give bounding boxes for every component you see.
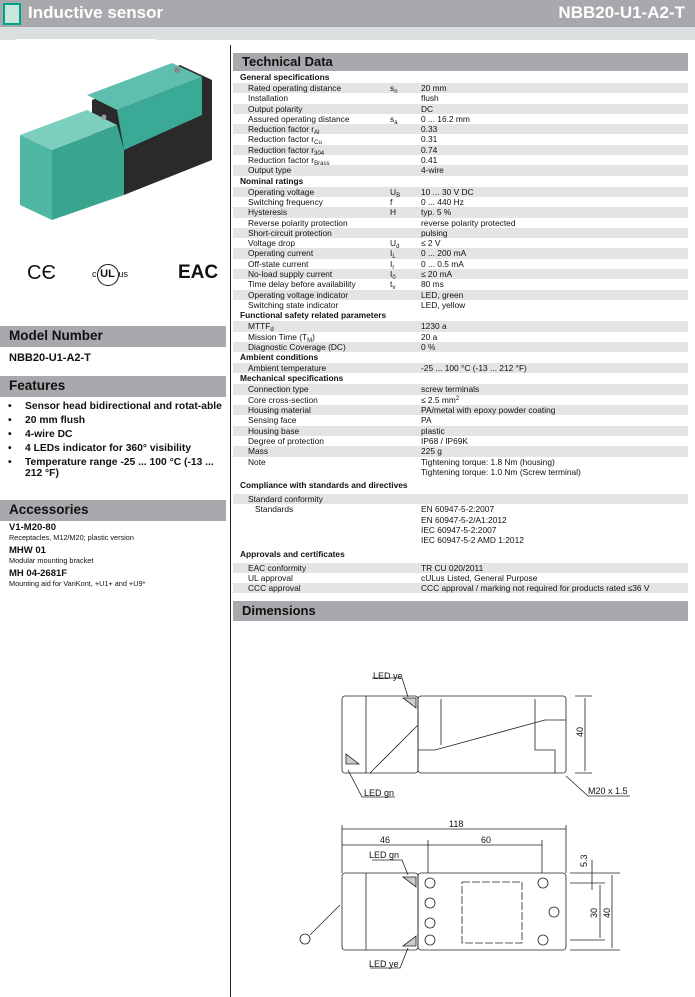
culus-mark-icon: c UL us <box>92 262 128 286</box>
label-text: Switching state indicator <box>248 299 339 310</box>
label-text: Output type <box>248 165 292 176</box>
value-text: 225 g <box>421 446 442 457</box>
section-heading: Nominal ratings <box>240 175 304 186</box>
section-heading: Mechanical specifications <box>240 373 344 384</box>
value-text: PA/metal with epoxy powder coating <box>421 405 556 416</box>
value-text: ≤ 20 mA <box>421 269 453 280</box>
label-text: Reduction factor r <box>248 134 315 145</box>
feature-item: • 4 LEDs indicator for 360° visibility <box>8 443 228 454</box>
label-text: Switching frequency <box>248 196 323 207</box>
eac-mark-icon: EAC <box>178 262 219 283</box>
label-text: Hysteresis <box>248 207 288 218</box>
label-text: Operating current <box>248 248 314 259</box>
value-text: PA <box>421 415 432 426</box>
label-text: Core cross-section <box>248 394 318 405</box>
accessories-heading: Accessories <box>0 500 226 521</box>
label-text: Reduction factor r <box>248 144 315 155</box>
value-sup: 2 <box>455 395 460 402</box>
symbol-sub: B <box>396 192 401 199</box>
label-sub: d <box>270 327 274 334</box>
label-text: Housing base <box>248 425 300 436</box>
value-text: LED, green <box>421 289 464 300</box>
value-text: 10 ... 30 V DC <box>421 186 474 197</box>
thread-label: M20 x 1.5 <box>588 786 628 796</box>
value-text: 4-wire <box>421 165 444 176</box>
accessory-desc: Modular mounting bracket <box>9 556 94 565</box>
value-text: ≤ 2.5 mm <box>421 394 456 405</box>
feature-item: • Sensor head bidirectional and rotat-able <box>8 401 228 412</box>
value-text: 20 mm <box>421 83 447 93</box>
label-sub: Brass <box>314 161 330 168</box>
section-heading: Ambient conditions <box>240 352 319 363</box>
value-text: plastic <box>421 425 445 436</box>
offset-dim: 5.3 <box>579 854 589 867</box>
symbol-sub: a <box>394 119 398 126</box>
label-text: Ambient temperature <box>248 363 327 374</box>
model-number: NBB20-U1-A2-T <box>9 352 91 364</box>
label-text: Output polarity <box>248 103 303 114</box>
label-sub: Cu <box>314 140 322 147</box>
header-model: NBB20-U1-A2-T <box>558 3 685 22</box>
feature-item: • 4-wire DC <box>8 429 228 440</box>
led-ye-label: LED ye <box>373 671 403 681</box>
value-text: typ. 5 % <box>421 207 452 218</box>
symbol-sub: v <box>392 285 396 292</box>
section-heading: Approvals and certificates <box>240 548 345 559</box>
symbol: t <box>390 279 393 290</box>
label-text: Assured operating distance <box>248 113 350 124</box>
symbol-sub: r <box>392 264 395 271</box>
accessory-name: MH 04-2681F <box>9 568 68 579</box>
value-text: 0.31 <box>421 134 438 145</box>
symbol-sub: d <box>396 244 400 251</box>
label-text: Reduction factor r <box>248 155 315 166</box>
label-text: Diagnostic Coverage (DC) <box>248 341 346 352</box>
label-text: Housing material <box>248 405 311 416</box>
label-text: Voltage drop <box>248 238 296 249</box>
label-text: UL approval <box>248 572 293 583</box>
value-text: 0 ... 440 Hz <box>421 196 464 207</box>
label-text: Sensing face <box>248 415 297 426</box>
value-text: reverse polarity protected <box>421 217 516 228</box>
value-text: ≤ 2 V <box>421 238 441 249</box>
feature-item: • Temperature range -25 ... 100 °C (-13 ... 212 °F) <box>8 457 228 479</box>
length-dim: 118 <box>449 819 464 829</box>
label-text: Reduction factor r <box>248 124 315 135</box>
label-text: Short-circuit protection <box>248 227 332 238</box>
symbol: I <box>390 258 393 269</box>
symbol: U <box>390 186 397 197</box>
value-text: 1230 a <box>421 321 447 332</box>
value-text: pulsing <box>421 227 448 238</box>
hole-vert-dim: 30 <box>589 907 599 918</box>
symbol: I <box>390 269 393 280</box>
height-dim: 40 <box>575 726 585 737</box>
value-line: Tightening torque: 1.0 Nm (Screw terminal) <box>421 466 581 477</box>
value-text: 0 ... 16.2 mm <box>421 113 470 124</box>
value-text: flush <box>421 93 439 104</box>
label-sub: M <box>307 337 313 344</box>
value-text: 0.41 <box>421 155 438 166</box>
value-text: IP68 / IP69K <box>421 435 469 446</box>
label-text: MTTF <box>248 321 271 332</box>
features-heading: Features <box>0 376 226 397</box>
value-text: Tightening torque: 1.8 Nm (housing) <box>421 456 555 467</box>
value-text: 0.33 <box>421 124 438 135</box>
label-text: Time delay before availability <box>248 279 356 290</box>
value-text: DC <box>421 103 434 114</box>
label-text: Note <box>248 456 266 467</box>
accessory-desc: Receptacles, M12/M20; plastic version <box>9 533 134 542</box>
label-text: EAC conformity <box>248 562 307 573</box>
accessory-desc: Mounting aid for VariKont, +U1+ and +U9* <box>9 579 146 588</box>
led-gn-label: LED gn <box>364 788 395 798</box>
page-title: Inductive sensor <box>28 3 164 22</box>
section-heading: General specifications <box>240 72 330 82</box>
label-after: ) <box>312 331 315 342</box>
hole-spacing-dim: 60 <box>481 835 492 845</box>
dimensions-heading: Dimensions <box>233 601 688 621</box>
label-text: Operating voltage indicator <box>248 289 349 300</box>
head-dim: 46 <box>380 835 391 845</box>
width-dim: 40 <box>602 907 612 918</box>
label-text: Mission Time (T <box>248 331 308 342</box>
technical-data-heading: Technical Data <box>233 53 688 71</box>
label-text: Installation <box>248 93 289 104</box>
ce-mark-icon: CЄ <box>27 262 56 284</box>
label-text: Off-state current <box>248 258 309 269</box>
label-text: Standards <box>255 504 294 515</box>
top-view <box>300 825 620 968</box>
accessory-name: V1-M20-80 <box>9 522 56 533</box>
symbol: f <box>390 196 393 207</box>
symbol-sub: L <box>392 254 396 261</box>
symbol: s <box>390 113 395 124</box>
label-text: No-load supply current <box>248 269 333 280</box>
label-text: Mass <box>248 446 269 457</box>
label-text: Degree of protection <box>248 435 324 446</box>
feature-item: • 20 mm flush <box>8 415 228 426</box>
section-heading: Compliance with standards and directives <box>240 480 408 491</box>
symbol: U <box>390 238 397 249</box>
value-line: EN 60947-5-2:2007 <box>421 504 495 515</box>
symbol: s <box>390 83 395 93</box>
label-text: Reverse polarity protection <box>248 217 348 228</box>
value-text: 0.74 <box>421 144 438 155</box>
label-sub: Al <box>314 130 320 137</box>
value-text: 0 % <box>421 341 436 352</box>
label-sub: 304 <box>314 150 325 157</box>
value-text: 0 ... 0.5 mA <box>421 258 464 269</box>
label-text: Connection type <box>248 384 309 395</box>
value-text: -25 ... 100 °C (-13 ... 212 °F) <box>421 363 527 374</box>
value-text: TR CU 020/2011 <box>421 562 484 573</box>
value-line: IEC 60947-5-2 AMD 1:2012 <box>421 535 524 546</box>
led-ye-label-2: LED ye <box>369 959 399 969</box>
value-text: 20 a <box>421 331 438 342</box>
value-text: screw terminals <box>421 384 480 395</box>
led-gn-label-2: LED gn <box>369 850 400 860</box>
label-text: CCC approval <box>248 583 301 594</box>
side-view <box>342 678 630 797</box>
value-text: LED, yellow <box>421 299 466 310</box>
label-text: Operating voltage <box>248 186 315 197</box>
label-text: Standard conformity <box>248 494 323 505</box>
value-text: 80 ms <box>421 279 444 290</box>
section-heading: Functional safety related parameters <box>240 310 387 321</box>
accessory-name: MHW 01 <box>9 545 46 556</box>
model-number-heading: Model Number <box>0 326 226 347</box>
value-line: EN 60947-5-2/A1:2012 <box>421 514 507 525</box>
value-line: IEC 60947-5-2:2007 <box>421 524 497 535</box>
symbol: H <box>390 207 397 218</box>
value-text: CCC approval / marking not required for products rated ≤36 V <box>421 583 650 594</box>
symbol-sub: n <box>394 89 398 95</box>
value-text: cULus Listed, General Purpose <box>421 572 538 583</box>
symbol-sub: 0 <box>392 275 396 282</box>
label-text: Rated operating distance <box>248 83 342 93</box>
symbol: I <box>390 248 393 259</box>
value-text: 0 ... 200 mA <box>421 248 467 259</box>
